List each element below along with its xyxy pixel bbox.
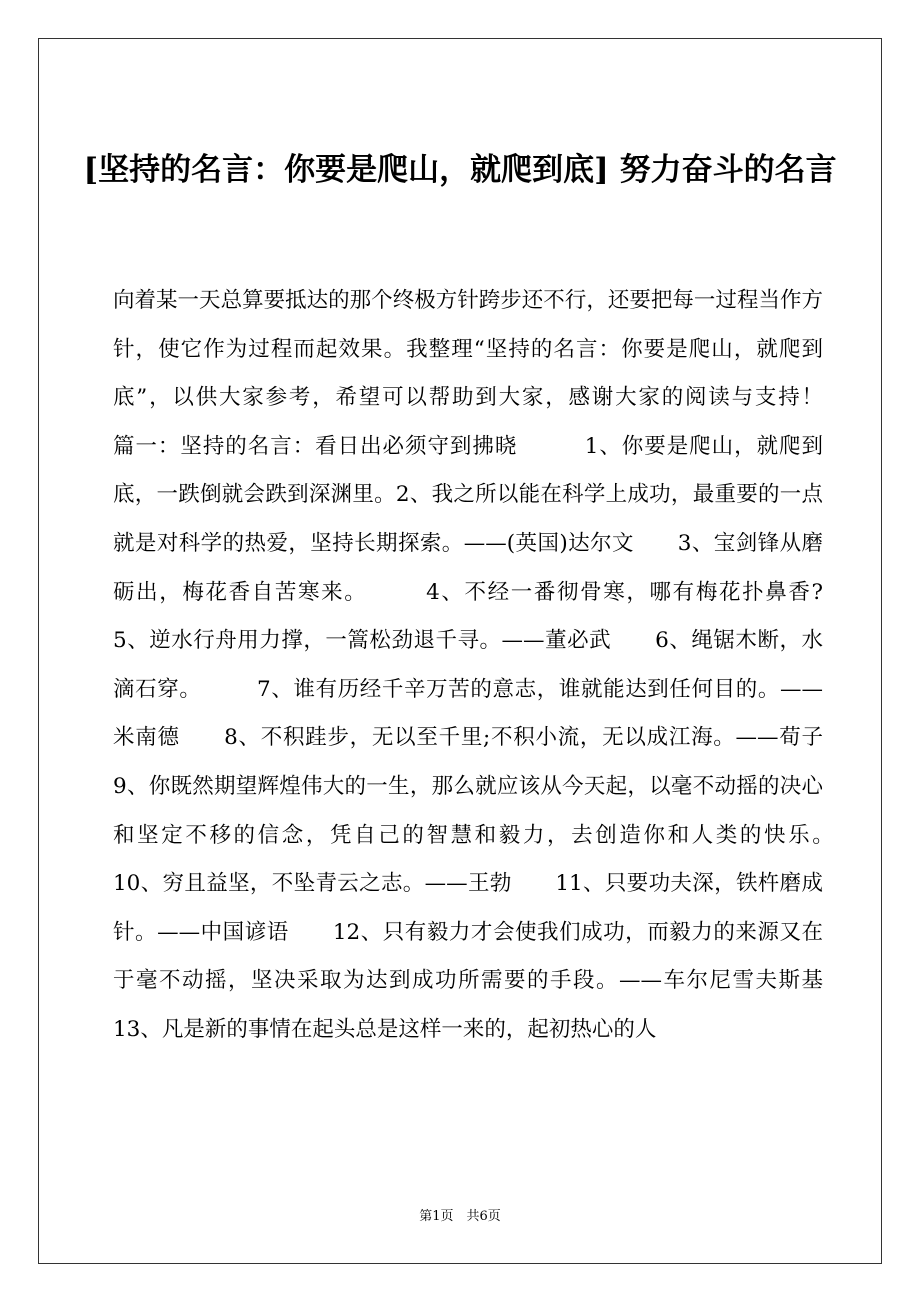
- document-title: [坚持的名言：你要是爬山，就爬到底] 努力奋斗的名言: [83, 152, 837, 188]
- page-number: 第1页 共6页: [419, 1209, 501, 1224]
- document-body: 向着某一天总算要抵达的那个终极方针跨步还不行，还要把每一过程当作方针，使它作为过程而起效果。我整理“坚持的名言：你要是爬山，就爬到底”，以供大家参考，希望可以帮助到大家，感谢大家的阅读与支持！ 篇一：坚持的名言：看日出必须守到拂晓 1、你要是爬山，就爬到底，一跌倒就会跌到深渊里。2、我之所以能在科学上成功，最重要的一点就是对科学的热爱，坚持长期探索。——(英国)达尔文 3、宝剑锋从磨砺出，梅花香自苦寒来。 4、不经一番彻骨寒，哪有梅花扑鼻香? 5、逆水行舟用力撑，一篙松劲退千寻。——董必武 6、绳锯木断，水滴石穿。 7、谁有历经千辛万苦的意志，谁就能达到任何目的。——米南德 8、不积跬步，无以至千里;不积小流，无以成江海。——荀子 9、你既然期望辉煌伟大的一生，那么就应该从今天起，以毫不动摇的决心和坚定不移的信念，凭自己的智慧和毅力，去创造你和人类的快乐。 10、穷且益坚，不坠青云之志。——王勃 11、只要功夫深，铁杵磨成针。——中国谚语 12、只有毅力才会使我们成功，而毅力的来源又在于毫不动摇，坚决采取为达到成功所需要的手段。——车尔尼雪夫斯基 13、凡是新的事情在起头总是这样一来的，起初热心的人: [113, 288, 888, 1042]
